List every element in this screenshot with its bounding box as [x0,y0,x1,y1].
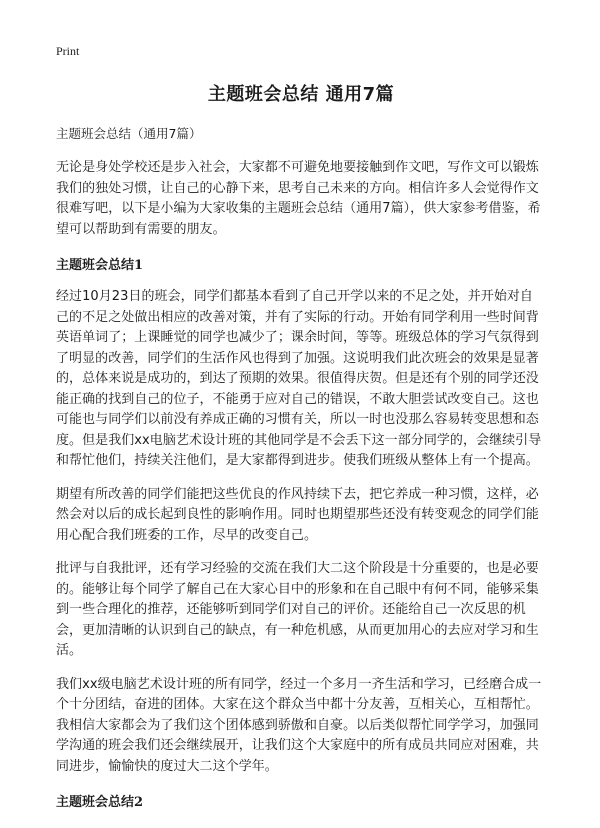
section-heading-2: 主题班会总结2 [56,795,144,810]
page-title: 主题班会总结 通用7篇 [207,84,395,105]
intro-paragraph: 无论是身处学校还是步入社会，大家都不可避免地要接触到作文吧，写作文可以锻炼我们的独处习惯，让自己的心静下来，思考自己未来的方向。相信许多人会觉得作文很难写吧，以下是小编为大家收集的主题班会总结（通用7篇），供大家参考借鉴，希望可以帮助到有需要的朋友。 [56,160,541,237]
document-page [56,76,546,824]
section-1-paragraph-3: 批评与自我批评，还有学习经验的交流在我们大二这个阶段是十分重要的，也是必要的。能够让每个同学了解自己在大家心目中的形象和在自己眼中有何不同，能够采集到一些合理化的推荐，还能够听到同学们对自己的评价。还能给自己一次反思的机会，更加清晰的认识到自己的缺点，有一种危机感，从而更加用心的去应对学习和生活。 [56,561,539,658]
document-subtitle: 主题班会总结（通用7篇） [56,126,202,141]
section-1-paragraph-1: 经过10月23日的班会，同学们都基本看到了自己开学以来的不足之处，并开始对自己的不足之处做出相应的改善对策，并有了实际的行动。开始有同学利用一些时间背英语单词了；上课睡觉的同学也减少了；课余时间，等等。班级总体的学习气氛得到了明显的改善，同学们的生活作风也得到了加强。这说明我们此次班会的效果是显著的，总体来说是成功的，到达了预期的效果。很值得庆贺。但是还有个别的同学还没能正确的找到自己的位子，不能勇于应对自己的错误，不敢大胆尝试改变自己。这也可能也与同学们以前没有养成正确的习惯有关，所以一时也没那么容易转变思想和态度。但是我们xx电脑艺术设计班的其他同学是不会丢下这一部分同学的，会继续引导和帮忙他们，持续关注他们，是大家都得到进步。使我们班级从整体上有一个提高。 [56,289,542,468]
print-link[interactable]: Print [56,44,80,58]
section-heading-1: 主题班会总结1 [56,258,144,273]
section-1-paragraph-4: 我们xx级电脑艺术设计班的所有同学，经过一个多月一齐生活和学习，已经磨合成一个十分团结，奋进的团体。大家在这个群众当中都十分友善，互相关心，互相帮忙。我相信大家都会为了我们这个团体感到骄傲和自豪。以后类似帮忙同学学习，加强同学沟通的班会我们还会继续展开，让我们这个大家庭中的所有成员共同应对困难，共同进步，愉愉快的度过大二这个学年。 [56,676,542,774]
section-1-paragraph-2: 期望有所改善的同学们能把这些优良的作风持续下去，把它养成一种习惯，这样，必然会对以后的成长起到良性的影响作用。同时也期望那些还没有转变观念的同学们能用心配合我们班委的工作，尽早的改变自己。 [56,486,539,543]
